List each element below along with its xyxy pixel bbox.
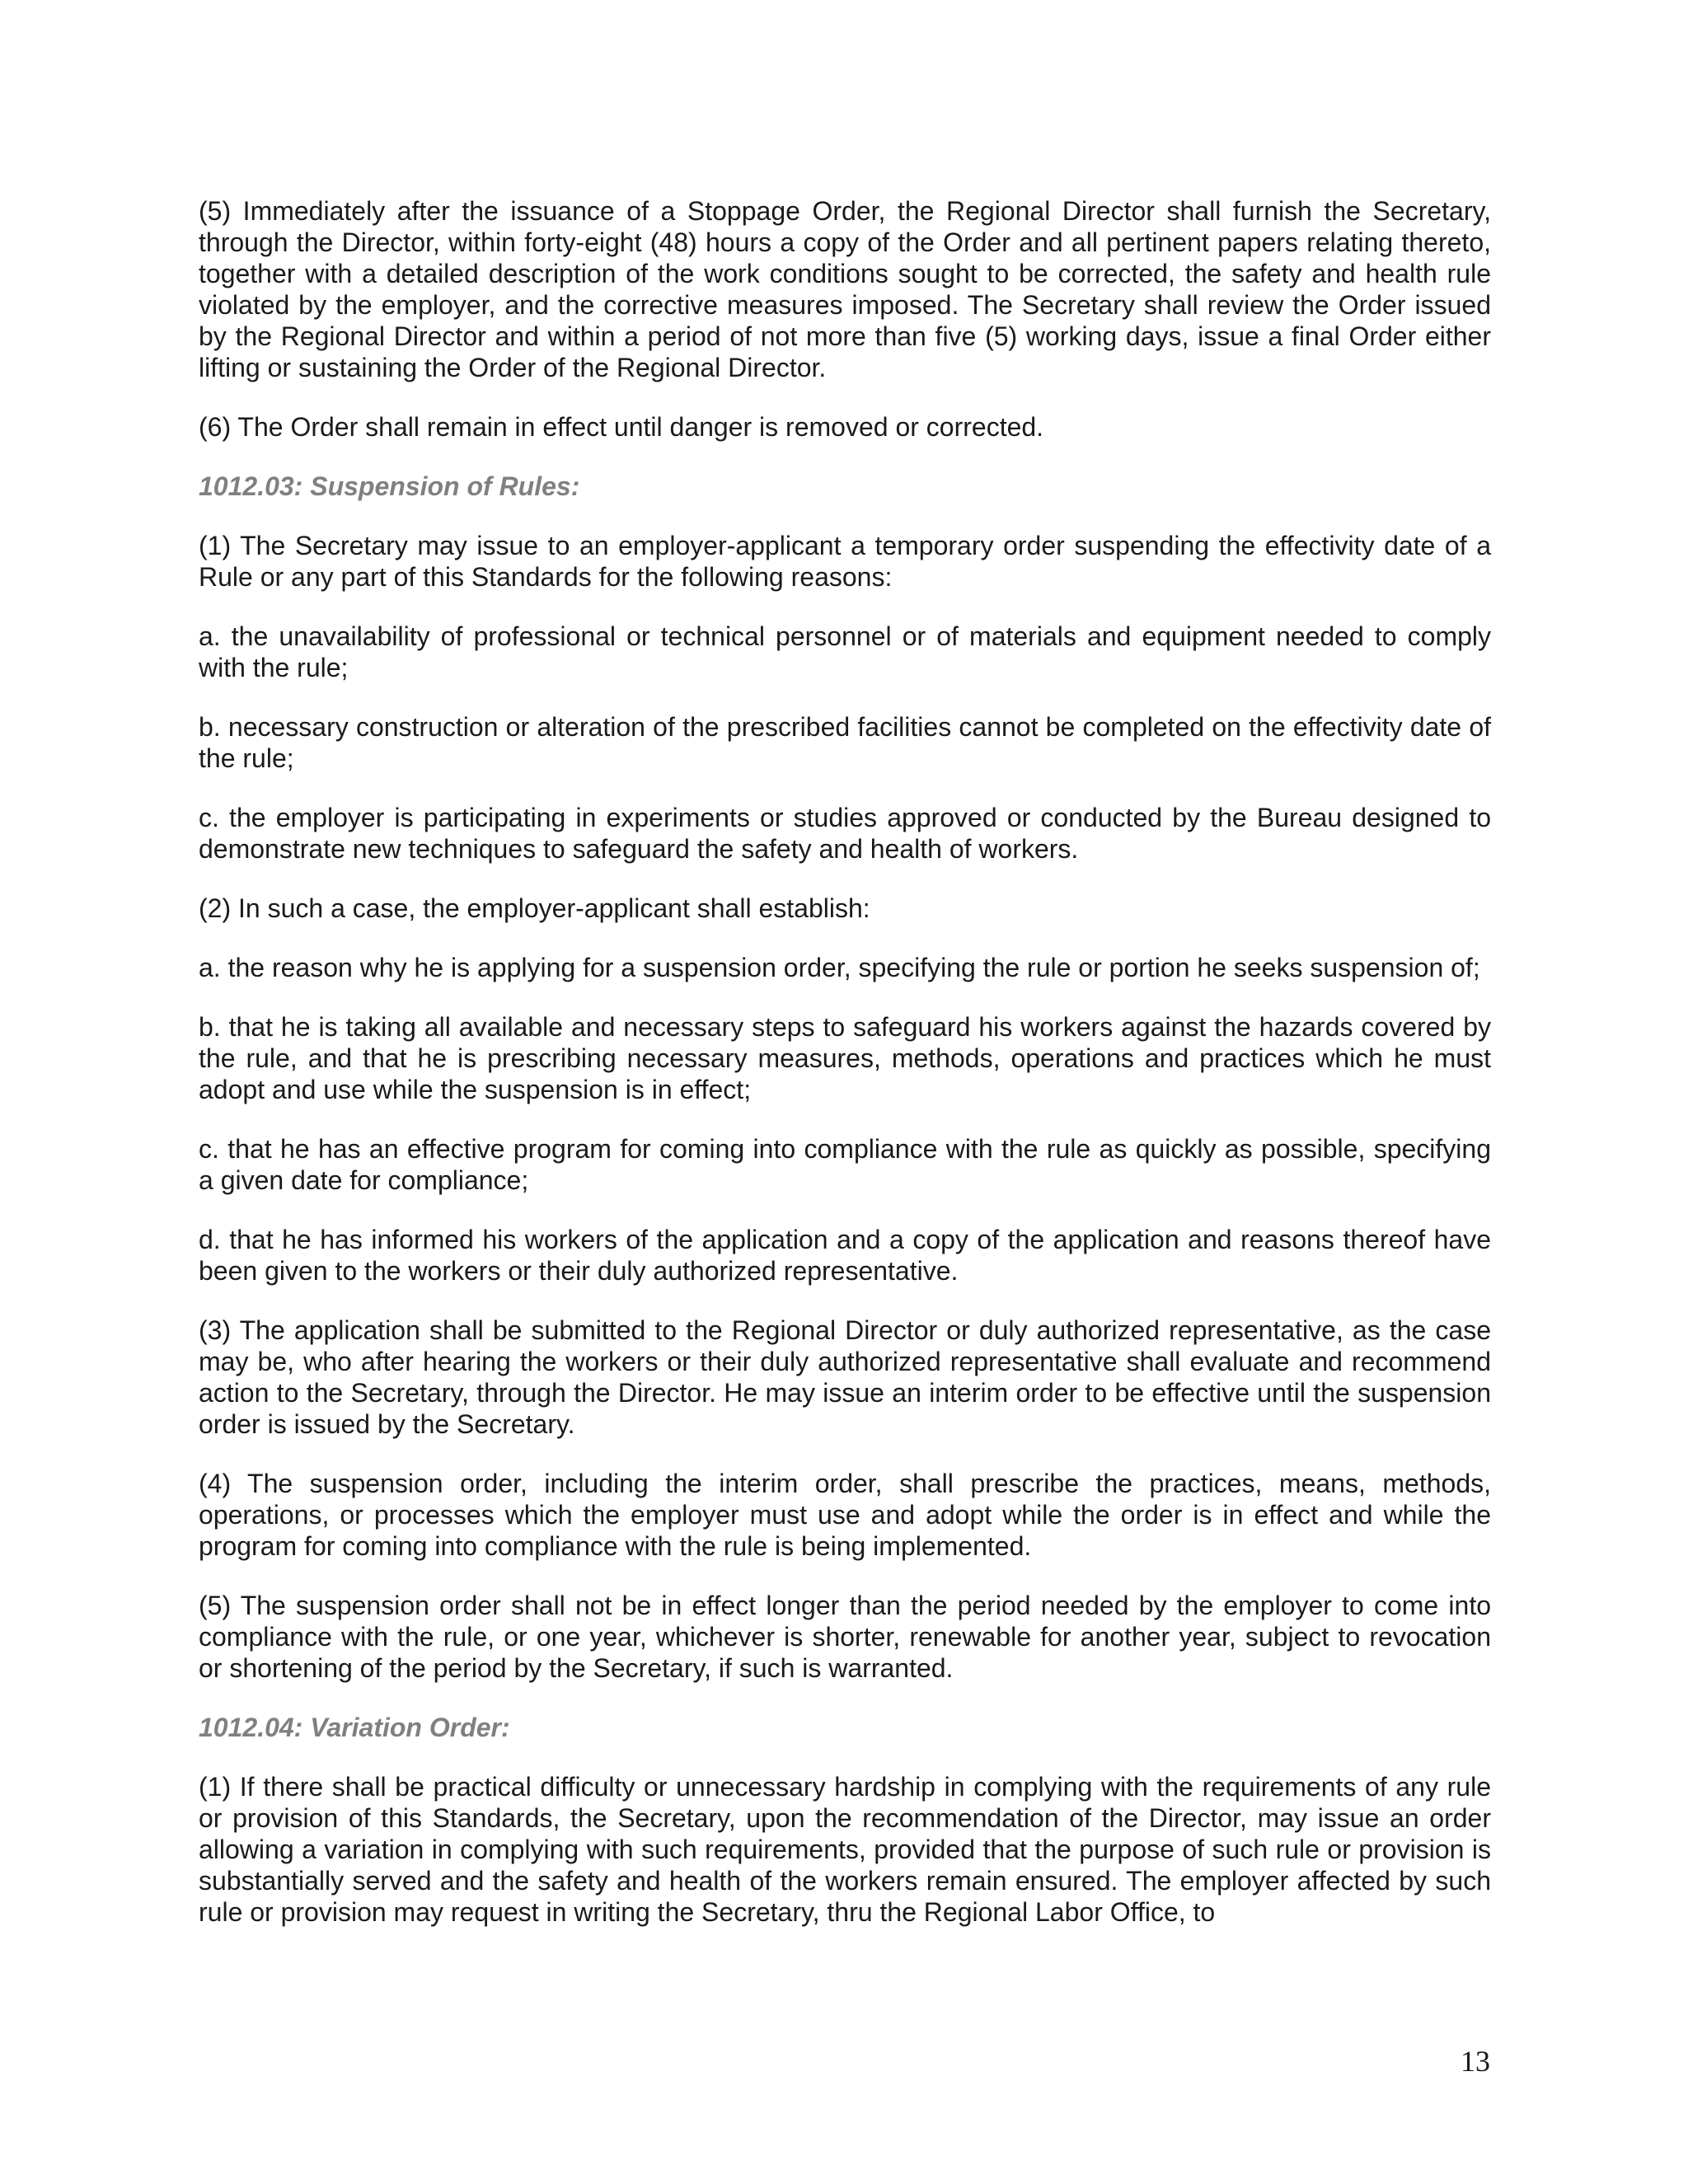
paragraph-suspension-1a: a. the unavailability of professional or technical personnel or of materials and equipment needed to comply with the rule; [199,621,1491,682]
paragraph-variation-1: (1) If there shall be practical difficulty or unnecessary hardship in complying with the requirements of any rule or provision of this Standards, the Secretary, upon the recommendation of the Director, may issue an order allowing a variation in complying with such requirements, provided that the purpose of such rule or provision is substantially served and the safety and health of the workers remain ensured. The employer affected by such rule or provision may request in writing the Secretary, thru the Regional Labor Office, to [199,1772,1491,1927]
paragraph-suspension-5: (5) The suspension order shall not be in effect longer than the period needed by the employer to come into compliance with the rule, or one year, whichever is shorter, renewable for another year, subject to revocation or shortening of the period by the Secretary, if such is warranted. [199,1591,1491,1683]
paragraph-suspension-2b: b. that he is taking all available and necessary steps to safeguard his workers against the hazards covered by the rule, and that he is prescribing necessary measures, methods, operations and practices which he must adopt and use while the suspension is in effect; [199,1012,1491,1104]
paragraph-stoppage-order-5: (5) Immediately after the issuance of a Stoppage Order, the Regional Director shall furnish the Secretary, through the Director, within forty-eight (48) hours a copy of the Order and all pertinent papers relating thereto, together with a detailed description of the work conditions sought to be corrected, the safety and health rule violated by the employer, and the corrective measures imposed. The Secretary shall review the Order issued by the Regional Director and within a period of not more than five (5) working days, issue a final Order either lifting or sustaining the Order of the Regional Director. [199,196,1491,382]
paragraph-suspension-2d: d. that he has informed his workers of the application and a copy of the application and reasons thereof have been given to the workers or their duly authorized representative. [199,1225,1491,1286]
paragraph-suspension-4: (4) The suspension order, including the interim order, shall prescribe the practices, means, methods, operations, or processes which the employer must use and adopt while the order is in effect and while the program for coming into compliance with the rule is being implemented. [199,1469,1491,1561]
section-heading-suspension-of-rules: 1012.03: Suspension of Rules: [199,471,580,501]
paragraph-suspension-1c: c. the employer is participating in experiments or studies approved or conducted by the Bureau designed to demonstrate new techniques to safeguard the safety and health of workers. [199,803,1491,864]
paragraph-suspension-1: (1) The Secretary may issue to an employer-applicant a temporary order suspending the effectivity date of a Rule or any part of this Standards for the following reasons: [199,531,1491,592]
paragraph-suspension-2: (2) In such a case, the employer-applicant shall establish: [199,893,870,923]
paragraph-suspension-2c: c. that he has an effective program for coming into compliance with the rule as quickly as possible, specifying a given date for compliance; [199,1134,1491,1195]
paragraph-stoppage-order-6: (6) The Order shall remain in effect until danger is removed or corrected. [199,412,1044,442]
page-content [199,195,1491,1956]
paragraph-suspension-3: (3) The application shall be submitted to the Regional Director or duly authorized representative, as the case may be, who after hearing the workers or their duly authorized representative shall evaluate and recommend action to the Secretary, through the Director. He may issue an interim order to be effective until the suspension order is issued by the Secretary. [199,1315,1491,1439]
paragraph-suspension-1b: b. necessary construction or alteration of the prescribed facilities cannot be completed on the effectivity date of the rule; [199,712,1491,773]
page-number: 13 [1461,2045,1490,2078]
section-heading-variation-order: 1012.04: Variation Order: [199,1713,510,1742]
paragraph-suspension-2a: a. the reason why he is applying for a suspension order, specifying the rule or portion he seeks suspension of; [199,953,1480,982]
